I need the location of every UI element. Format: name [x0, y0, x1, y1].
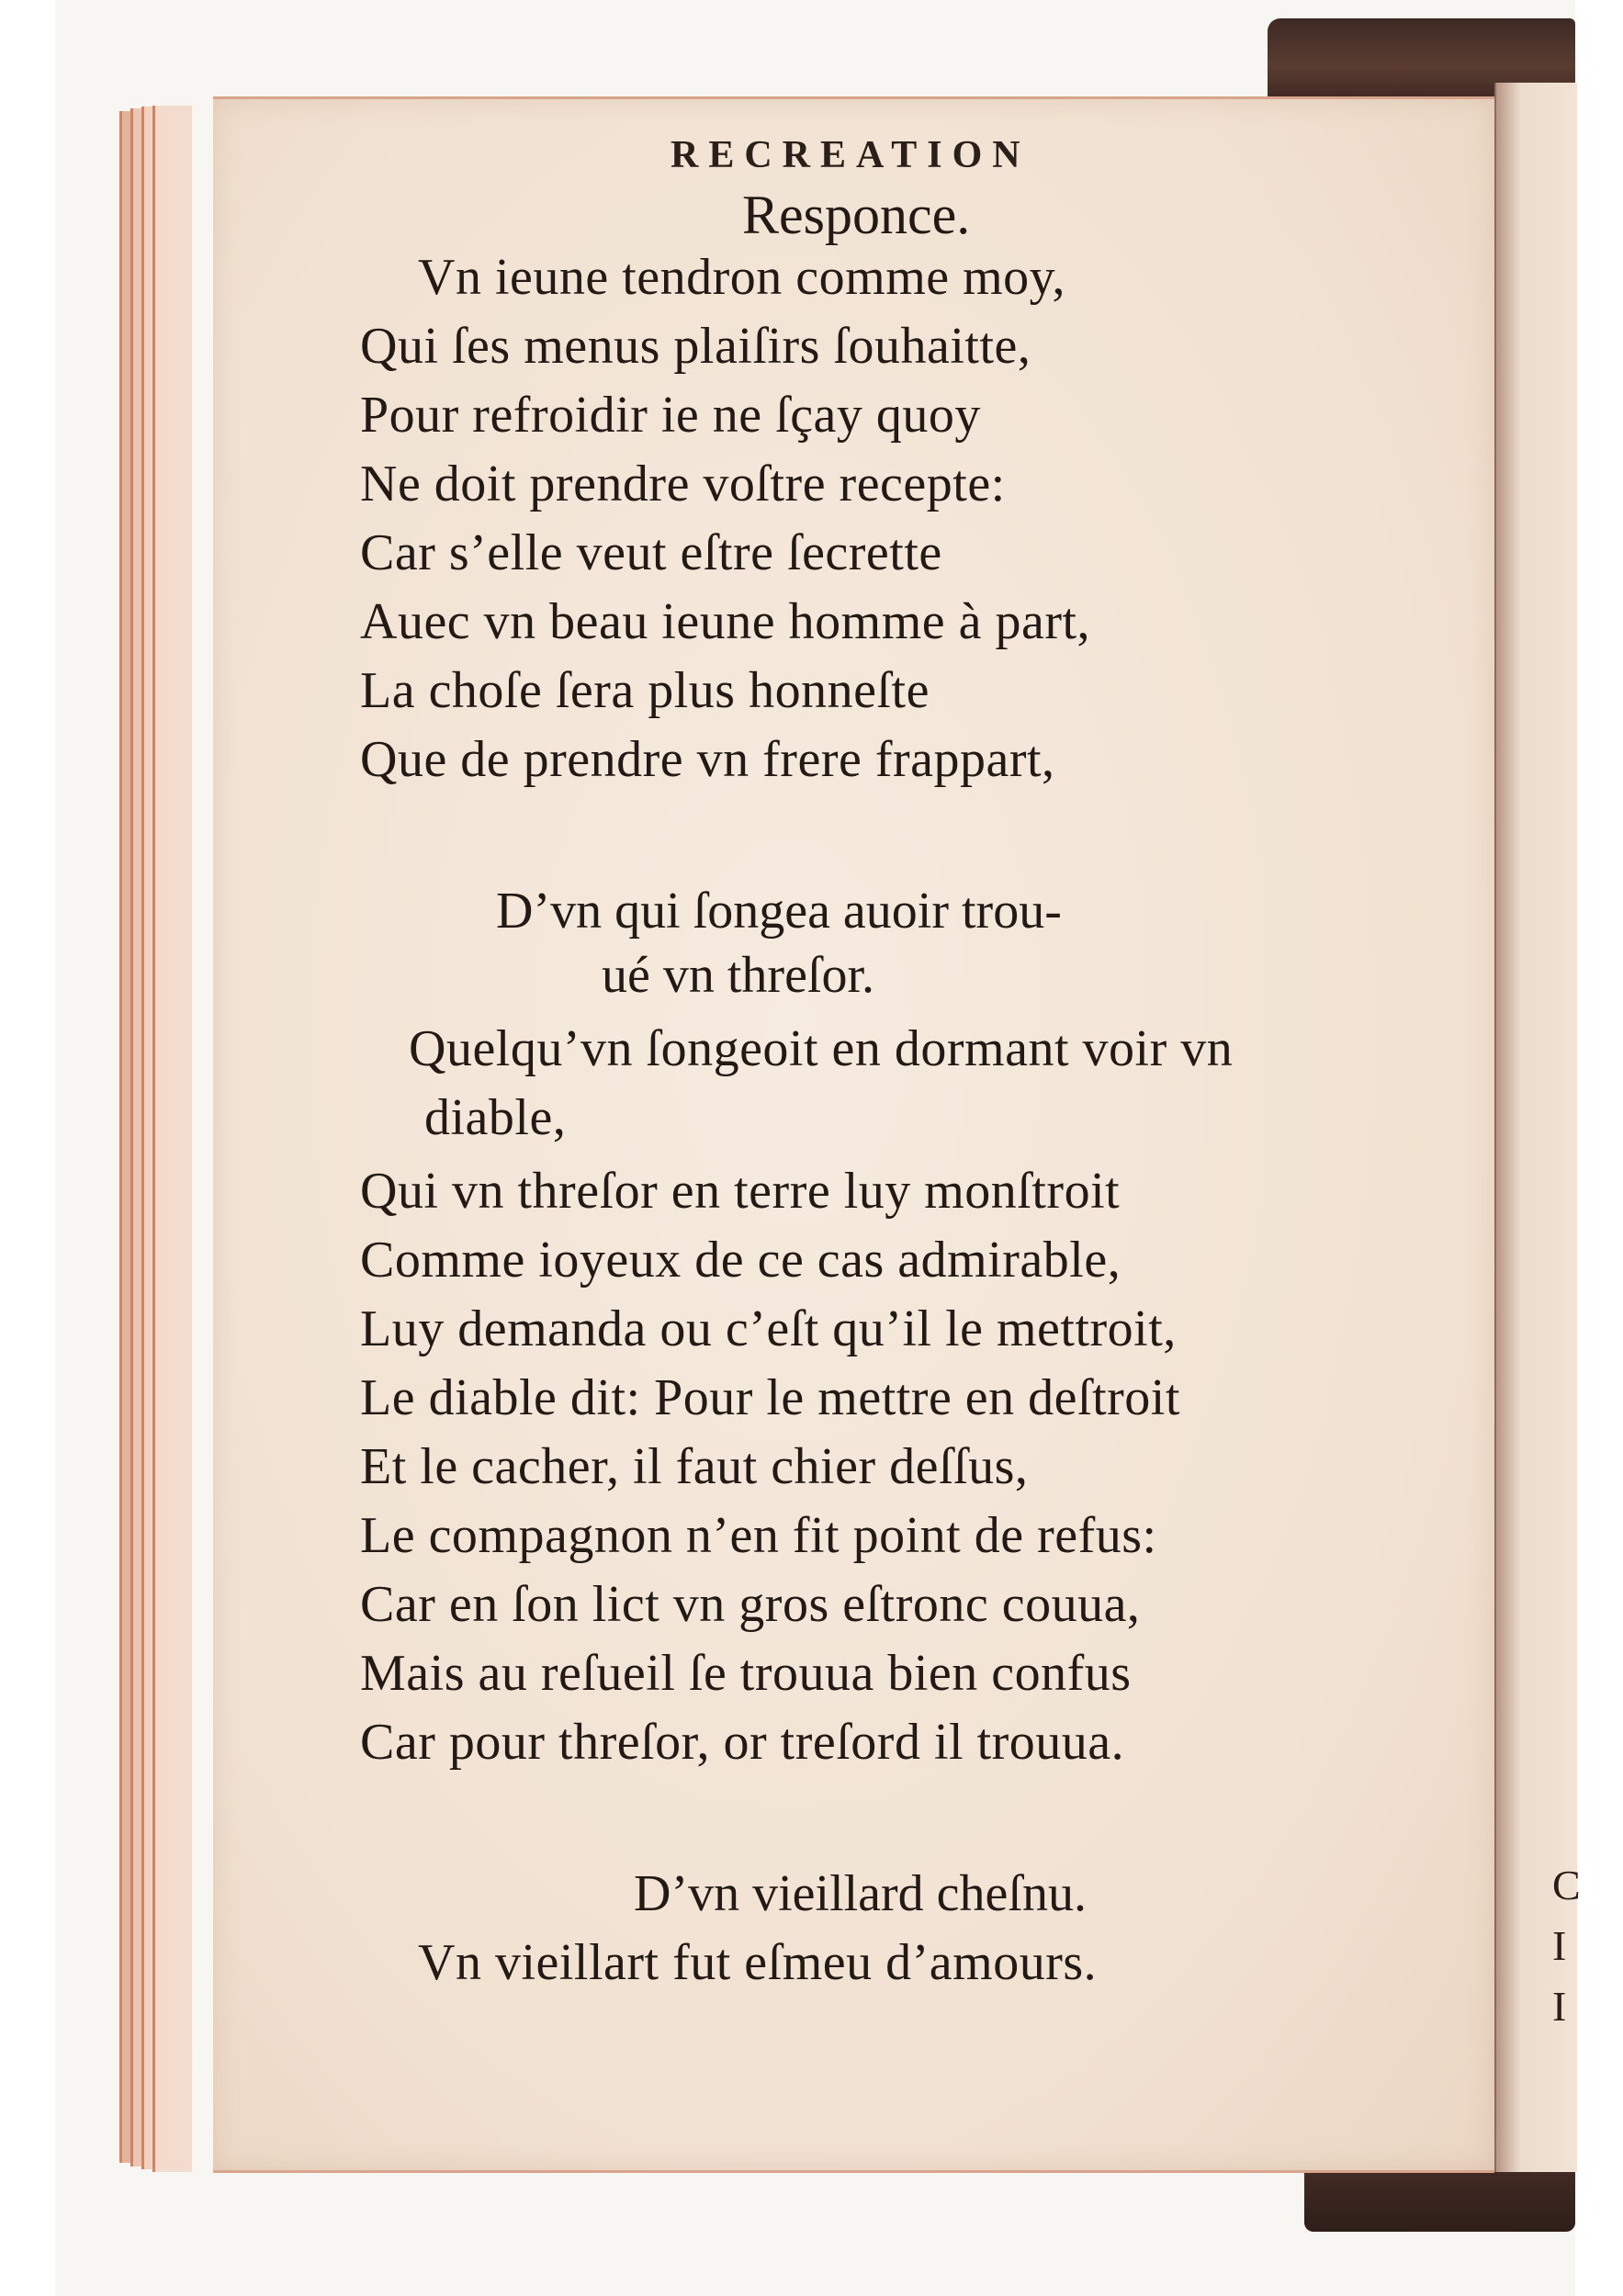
verse-line: Auec vn beau ieune homme à part, — [360, 593, 1091, 650]
facing-letter: I — [1552, 1922, 1567, 1969]
verse-line: Pour refroidir ie ne ſçay quoy — [360, 387, 981, 444]
verse-line: Le diable dit: Pour le mettre en deſtroit — [360, 1369, 1180, 1426]
verse-line: Vn vieillart fut eſmeu d’amours. — [418, 1934, 1098, 1991]
verse-line: Que de prendre vn frere frappart, — [360, 731, 1055, 788]
section-title-line: D’vn qui ſongea auoir trou- — [496, 883, 1062, 940]
verse-line: Mais au reſueil ſe trouua bien confus — [360, 1645, 1132, 1702]
verse-line: Ne doit prendre voſtre recepte: — [360, 456, 1006, 512]
facing-letter: C — [1552, 1862, 1581, 1908]
section-title-line: ué vn threſor. — [602, 947, 875, 1004]
verse-line: Quelqu’vn ſongeoit en dormant voir vn — [409, 1020, 1234, 1077]
verse-line: Le compagnon n’en fit point de refus: — [360, 1507, 1157, 1564]
section-title: D’vn vieillard cheſnu. — [634, 1865, 1087, 1922]
section-title-responce: Responce. — [742, 185, 971, 245]
verse-line: diable, — [424, 1089, 567, 1146]
verse-line: Qui vn threſor en terre luy monſtroit — [360, 1163, 1121, 1220]
verse-line: Luy demanda ou c’eſt qu’il le mettroit, — [360, 1300, 1177, 1357]
verse-line: La choſe ſera plus honneſte — [360, 662, 930, 719]
facing-letter: I — [1552, 1983, 1567, 2030]
verse-line: Et le cacher, il faut chier deſſus, — [360, 1438, 1029, 1495]
verse-line: Car en ſon lict vn gros eſtronc couua, — [360, 1576, 1141, 1633]
verse-line: Qui ſes menus plaiſirs ſouhaitte, — [360, 318, 1031, 375]
verse-line: Car pour threſor, or treſord il trouua. — [360, 1714, 1125, 1771]
verse-line: Vn ieune tendron comme moy, — [418, 249, 1066, 306]
facing-page-letters — [1552, 1855, 1580, 2037]
verse-line: Comme ioyeux de ce cas admirable, — [360, 1232, 1121, 1289]
running-head: RECREATION — [671, 134, 1031, 176]
page-edge — [152, 106, 192, 2172]
verse-line: Car s’elle veut eſtre ſecrette — [360, 524, 942, 581]
